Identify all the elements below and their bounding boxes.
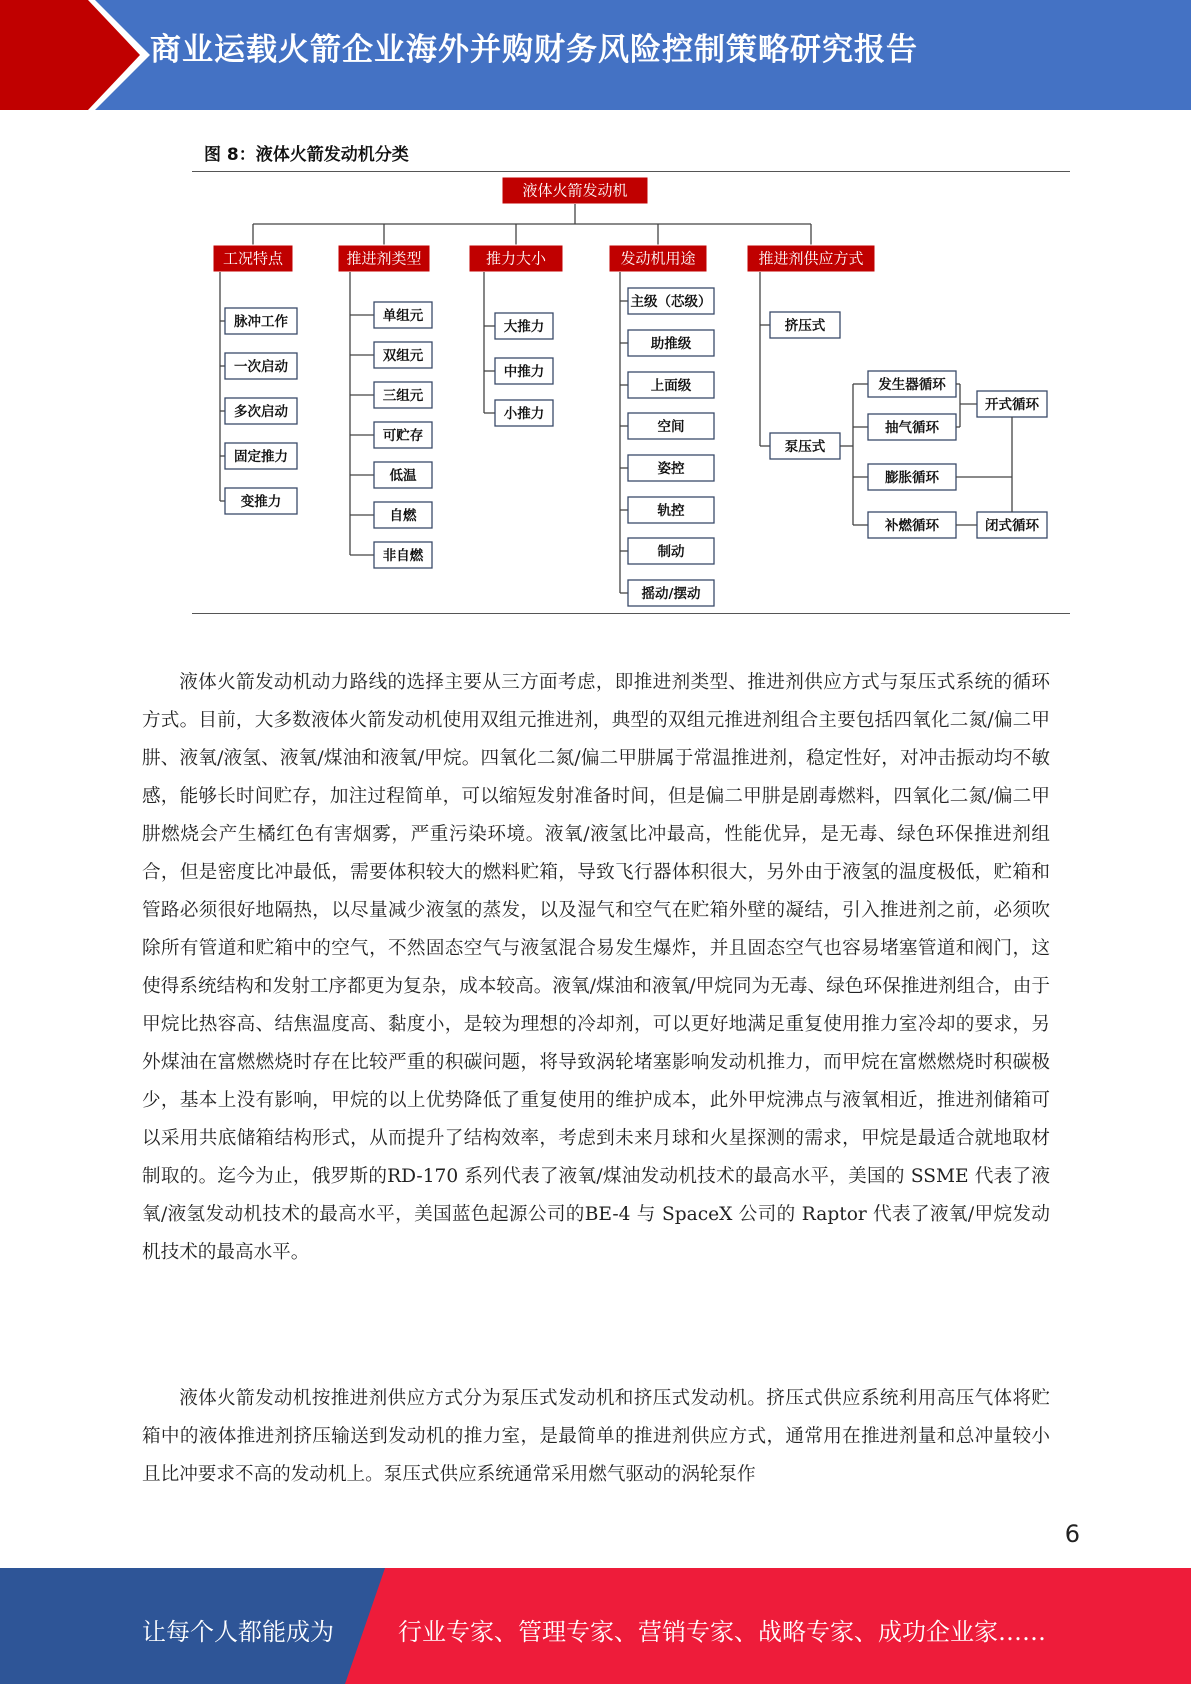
leaf-node xyxy=(374,502,432,528)
leaf-node xyxy=(495,400,553,426)
leaf-node xyxy=(628,580,714,606)
footer-slogan-right: 行业专家、管理专家、营销专家、战略专家、成功企业家…… xyxy=(398,1618,1046,1646)
svg-text:助推级: 助推级 xyxy=(650,336,692,352)
leaf-node xyxy=(374,462,432,488)
cycle-node xyxy=(868,512,956,538)
svg-text:单组元: 单组元 xyxy=(382,308,424,324)
leaf-node xyxy=(628,330,714,356)
leaf-node xyxy=(628,497,714,523)
root-node xyxy=(502,177,648,204)
leaf-node xyxy=(628,413,714,439)
leaf-node xyxy=(495,358,553,384)
svg-text:泵压式: 泵压式 xyxy=(784,439,826,455)
cycle-node xyxy=(868,371,956,397)
leaf-node xyxy=(628,288,714,314)
leaf-node xyxy=(225,353,297,379)
svg-text:非自燃: 非自燃 xyxy=(382,548,424,564)
svg-text:中推力: 中推力 xyxy=(503,364,545,380)
svg-text:固定推力: 固定推力 xyxy=(234,449,288,465)
leaf-node xyxy=(374,542,432,568)
leaf-node xyxy=(225,443,297,469)
leaf-node xyxy=(225,398,297,424)
svg-text:姿控: 姿控 xyxy=(657,461,685,477)
svg-text:发动机用途: 发动机用途 xyxy=(620,249,696,268)
svg-text:开式循环: 开式循环 xyxy=(985,397,1039,413)
svg-text:大推力: 大推力 xyxy=(503,319,545,335)
svg-text:发生器循环: 发生器循环 xyxy=(878,377,946,393)
svg-text:主级（芯级）: 主级（芯级） xyxy=(630,294,712,310)
svg-text:多次启动: 多次启动 xyxy=(234,404,288,420)
leaf-node xyxy=(374,422,432,448)
leaf-node xyxy=(374,382,432,408)
svg-text:膨胀循环: 膨胀循环 xyxy=(885,470,939,486)
engine-classification-diagram xyxy=(0,0,1191,640)
svg-text:脉冲工作: 脉冲工作 xyxy=(234,314,288,330)
category-node xyxy=(609,245,707,272)
svg-text:液体火箭发动机: 液体火箭发动机 xyxy=(522,181,628,200)
svg-text:补燃循环: 补燃循环 xyxy=(885,518,939,534)
svg-text:闭式循环: 闭式循环 xyxy=(985,518,1039,534)
svg-text:可贮存: 可贮存 xyxy=(382,428,424,444)
leaf-node xyxy=(495,313,553,339)
pressure-fed-node xyxy=(770,312,840,338)
open-cycle-node xyxy=(977,391,1047,417)
figure-bottom-rule xyxy=(192,613,1070,614)
footer-slogan-left: 让每个人都能成为 xyxy=(142,1618,334,1646)
category-node xyxy=(747,245,875,272)
leaf-node xyxy=(628,538,714,564)
svg-text:变推力: 变推力 xyxy=(240,494,282,510)
body-paragraph-1: 液体火箭发动机动力路线的选择主要从三方面考虑，即推进剂类型、推进剂供应方式与泵压式系统的循环方式。目前，大多数液体火箭发动机使用双组元推进剂，典型的双组元推进剂组合主要包括四氧化二氮/偏二甲肼、液氧/液氢、液氧/煤油和液氧/甲烷。四氧化二氮/偏二甲肼属于常温推进剂，稳定性好，对冲击振动均不敏感，能够长时间贮存，加注过程简单，可以缩短发射准备时间，但是偏二甲肼是剧毒燃料，四氧化二氮/偏二甲肼燃烧会产生橘红色有害烟雾，严重污染环境。液氧/液氢比冲最高，性能优异，是无毒、绿色环保推进剂组合，但是密度比冲最低，需要体积较大的燃料贮箱，导致飞行器体积很大，另外由于液氢的温度极低，贮箱和管路必须很好地隔热，以尽量减少液氢的蒸发，以及湿气和空气在贮箱外壁的凝结，引入推进剂之前，必须吹除所有管道和贮箱中的空气，不然固态空气与液氢混合易发生爆炸，并且固态空气也容易堵塞管道和阀门，这使得系统结构和发射工序都更为复杂，成本较高。液氧/煤油和液氧/甲烷同为无毒、绿色环保推进剂组合，由于甲烷比热容高、结焦温度高、黏度小，是较为理想的冷却剂，可以更好地满足重复使用推力室冷却的要求，另外煤油在富燃燃烧时存在比较严重的积碳问题，将导致涡轮堵塞影响发动机推力，而甲烷在富燃燃烧时积碳极少，基本上没有影响，甲烷的以上优势降低了重复使用的维护成本，此外甲烷沸点与液氧相近，推进剂储箱可以采用共底储箱结构形式，从而提升了结构效率，考虑到未来月球和火星探测的需求，甲烷是最适合就地取材制取的。迄今为止，俄罗斯的RD-170 系列代表了液氧/煤油发动机技术的最高水平，美国的 SSME 代表了液氧/液氢发动机技术的最高水平，美国蓝色起源公司的BE-4 与 SpaceX 公司的 Raptor 代表了液氧/甲烷发动机技术的最高水平。 xyxy=(142,672,1050,1263)
svg-text:工况特点: 工况特点 xyxy=(222,249,284,268)
svg-text:摇动/摆动: 摇动/摆动 xyxy=(641,586,701,602)
leaf-node xyxy=(628,455,714,481)
svg-text:低温: 低温 xyxy=(389,468,417,484)
cycle-node xyxy=(868,414,956,440)
leaf-node xyxy=(225,488,297,514)
svg-text:一次启动: 一次启动 xyxy=(234,359,288,375)
leaf-node xyxy=(374,342,432,368)
report-title: 商业运载火箭企业海外并购财务风险控制策略研究报告 xyxy=(150,32,918,68)
svg-text:三组元: 三组元 xyxy=(382,388,424,404)
closed-cycle-node xyxy=(977,512,1047,538)
svg-text:自燃: 自燃 xyxy=(389,508,417,524)
cycle-node xyxy=(868,464,956,490)
figure-caption: 图 8：液体火箭发动机分类 xyxy=(204,145,409,165)
svg-text:抽气循环: 抽气循环 xyxy=(885,420,939,436)
leaf-node xyxy=(225,308,297,334)
svg-text:挤压式: 挤压式 xyxy=(784,318,826,334)
category-node xyxy=(338,245,430,272)
category-node xyxy=(469,245,563,272)
body-paragraph-2: 液体火箭发动机按推进剂供应方式分为泵压式发动机和挤压式发动机。挤压式供应系统利用高压气体将贮箱中的液体推进剂挤压输送到发动机的推力室，是最简单的推进剂供应方式，通常用在推进剂量和总冲量较小且比冲要求不高的发动机上。泵压式供应系统通常采用燃气驱动的涡轮泵作 xyxy=(142,1388,1050,1485)
svg-text:空间: 空间 xyxy=(657,419,685,435)
category-node xyxy=(213,245,293,272)
svg-text:推进剂供应方式: 推进剂供应方式 xyxy=(758,249,864,268)
svg-text:推力大小: 推力大小 xyxy=(485,249,547,268)
svg-text:上面级: 上面级 xyxy=(650,378,692,394)
svg-text:轨控: 轨控 xyxy=(657,503,685,519)
svg-text:小推力: 小推力 xyxy=(503,406,545,422)
svg-text:制动: 制动 xyxy=(657,544,685,560)
svg-text:双组元: 双组元 xyxy=(382,348,424,364)
page-number: 6 xyxy=(1064,1520,1080,1548)
leaf-node xyxy=(628,372,714,398)
svg-text:推进剂类型: 推进剂类型 xyxy=(346,249,422,268)
pump-fed-node xyxy=(770,433,840,459)
leaf-node xyxy=(374,302,432,328)
